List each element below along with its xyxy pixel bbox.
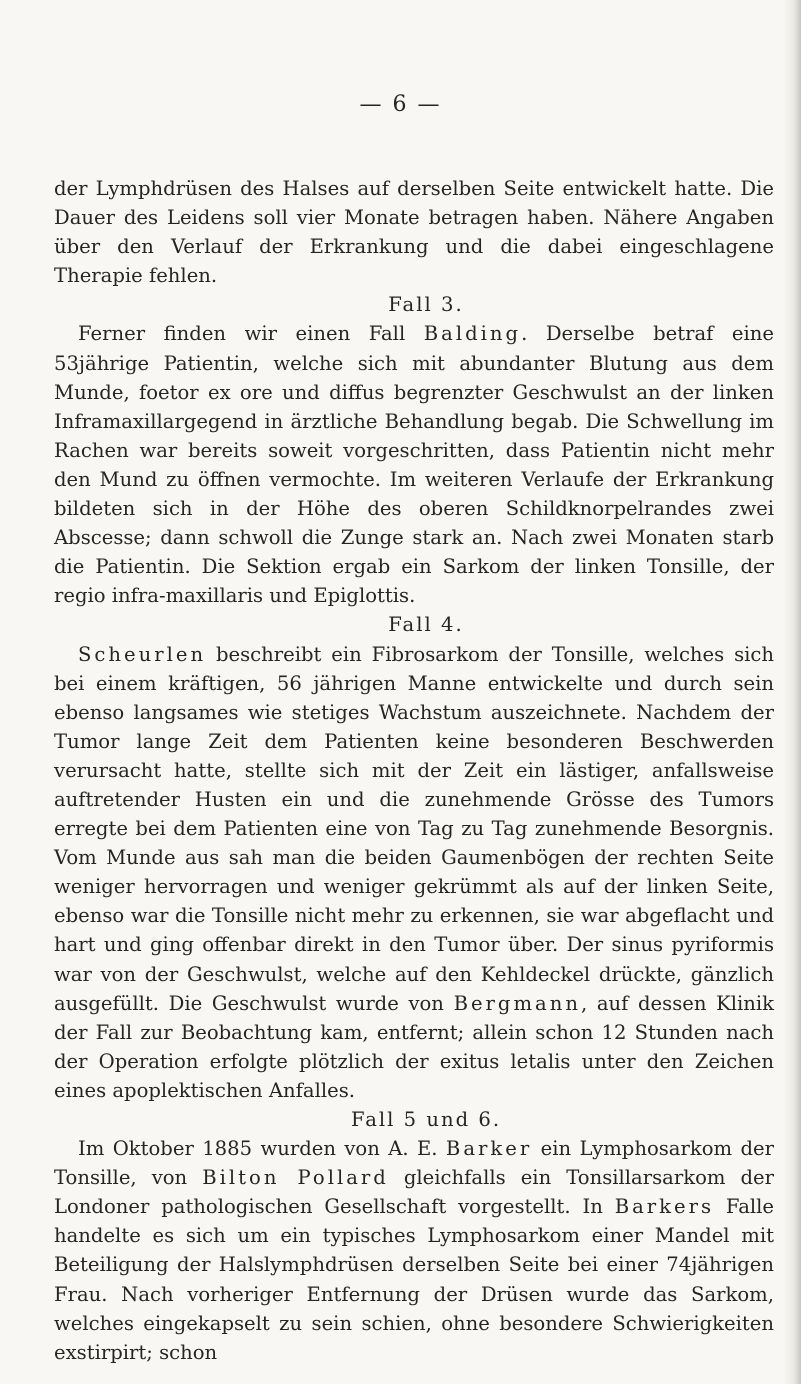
case-heading-5-6: Fall 5 und 6.	[350, 1108, 502, 1131]
author-name: Barkers	[614, 1195, 715, 1219]
text-run: ein Lymphosarkom der Tonsille, von	[54, 1137, 774, 1190]
text-run: , auf dessen Klinik der Fall zur Beobachtung kam, entfernt; allein schon 12 Stunden nach der Operation erfolgte plötzlich der exitus letalis unter den Zeichen eines apoplektischen Anfalles.	[54, 991, 775, 1102]
text-run: Falle handelte es sich um ein typisches Lymphosarkom einer Mandel mit Beteiligung der Halslymphdrüsen derselben Seite bei einer 74jährigen Frau. Nach vorheriger Entfernung der Drüsen wurde das Sarkom, welches eingekapselt zu sein schien, ohne besondere Schwierigkeiten exstirpirt; schon	[54, 1195, 775, 1364]
text-run: gleichfalls ein Tonsillarsarkom der Londoner pathologischen Gesellschaft vorgestellt. In	[54, 1166, 775, 1219]
paragraph-case-5-6	[54, 1134, 774, 1367]
body-text	[54, 174, 774, 1367]
text-run: beschreibt ein Fibrosarkom der Tonsille, welches sich bei einem kräftigen, 56 jährigen Manne entwickelte und durch sein ebenso langsames wie stetiges Wachstum auszeichnete. Nachdem der Tumor lange Zeit dem Patienten keine besonderen Beschwerden verursacht hatte, stellte sich mit der Zeit ein lästiger, anfallsweise auftretender Husten ein und die zunehmende Grösse des Tumors erregte bei dem Patienten eine von Tag zu Tag zunehmende Besorgnis. Vom Munde aus sah man die beiden Gaumenbögen der rechten Seite weniger hervorragen und weniger gekrümmt als auf der linken Seite, ebenso war die Tonsille nicht mehr zu erkennen, sie war abgeflacht und hart und ging offenbar direkt in den Tumor über. Der sinus pyriformis war von der Geschwulst, welche auf den Kehldeckel drückte, gänzlich ausgefüllt. Die Geschwulst wurde von	[54, 642, 774, 1015]
author-name: Barker	[445, 1137, 533, 1161]
case-heading-3: Fall 3.	[388, 293, 464, 317]
text-run: Im Oktober 1885 wurden von A. E.	[78, 1137, 446, 1161]
paragraph-case-3	[54, 319, 774, 610]
page-number: — 6 —	[359, 92, 442, 117]
case-heading-4: Fall 4.	[388, 613, 464, 637]
author-name: Bilton Pollard	[202, 1166, 389, 1190]
text-run: Ferner finden wir einen Fall	[78, 322, 424, 346]
paragraph-case-4	[54, 640, 774, 1106]
page-edge-shadow	[783, 0, 801, 1384]
text-run: . Derselbe betraf eine 53jährige Patientin, welche sich mit abundanter Blutung aus dem Munde, foetor ex ore und diffus begrenzter Geschwulst an der linken Inframaxillargegend in ärztliche Behandlung begab. Die Schwellung im Rachen war bereits soweit vorgeschritten, dass Patientin nicht mehr den Mund zu öffnen vermochte. Im weiteren Verlaufe der Erkrankung bildeten sich in der Höhe des oberen Schildknorpelrandes zwei Abscesse; dann schwoll die Zunge stark an. Nach zwei Monaten starb die Patientin. Die Sektion ergab ein Sarkom der linken Tonsille, der regio infra-maxillaris und Epiglottis.	[54, 322, 775, 608]
author-name: Balding	[423, 322, 522, 346]
author-name: Scheurlen	[78, 642, 207, 666]
author-name: Bergmann	[453, 991, 581, 1015]
text-run: der Lymphdrüsen des Halses auf derselben Seite entwickelt hatte. Die Dauer des Leidens soll vier Monate betragen haben. Nähere Angaben über den Verlauf der Erkrankung und die dabei eingeschlagene Therapie fehlen.	[54, 177, 774, 288]
paragraph-intro	[54, 174, 774, 290]
